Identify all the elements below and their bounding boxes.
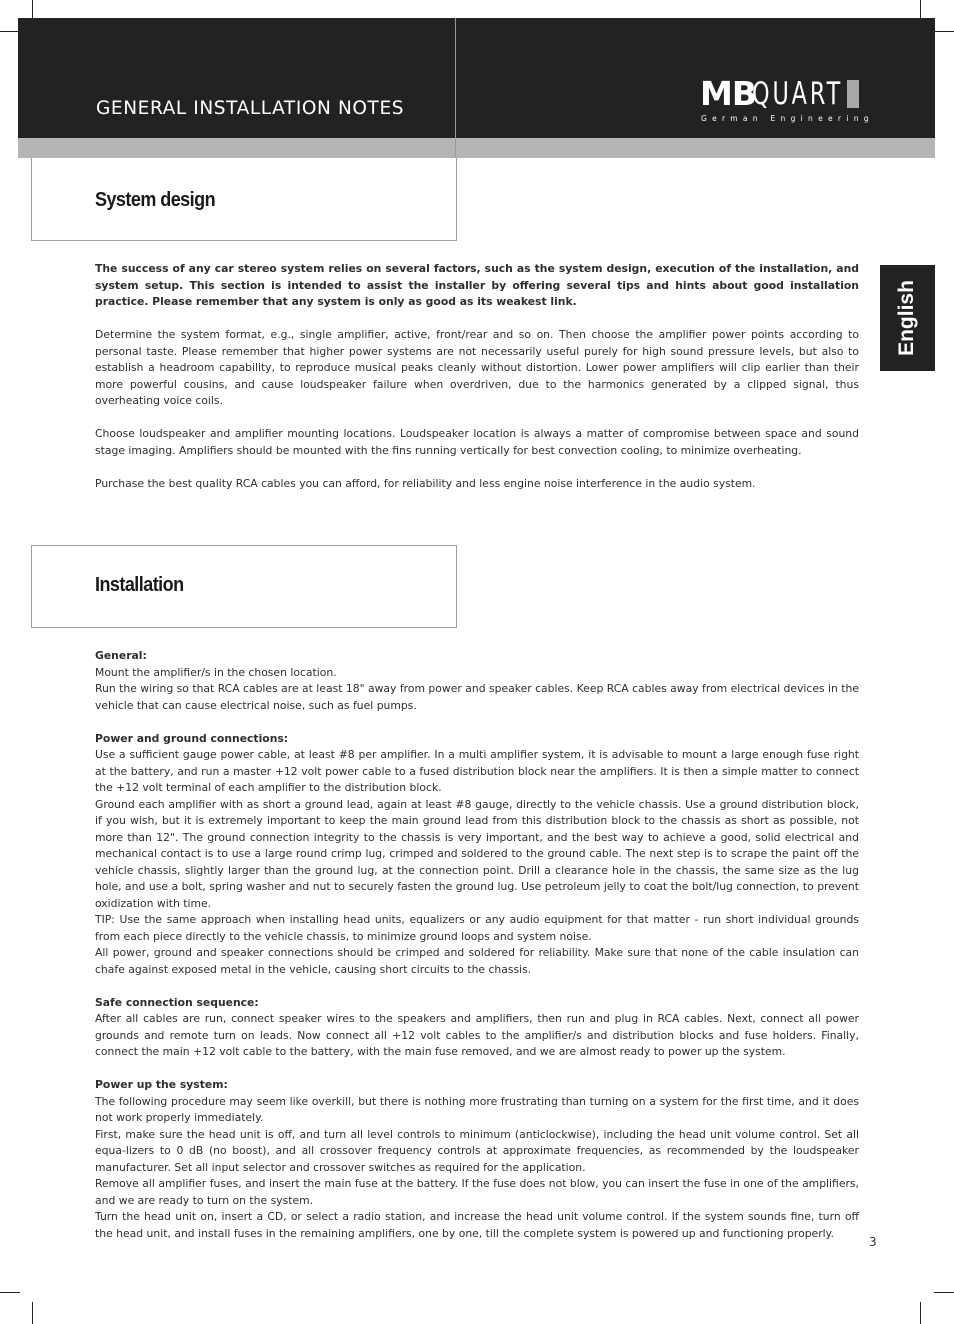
crop-mark-br-v <box>920 1302 921 1324</box>
logo-block <box>847 80 859 108</box>
system-design-paragraph: Choose loudspeaker and amplifier mounting locations. Loudspeaker location is always a matter of compromise between space and sound stage imaging. Amplifiers should be mounted with the fins running vertically for best convection cooling, to minimize overheating. <box>95 427 859 457</box>
crop-mark-bl-v <box>32 1302 33 1324</box>
header-gray-band <box>18 138 935 158</box>
system-design-body <box>95 261 859 492</box>
installation-paragraph: Turn the head unit on, insert a CD, or select a radio station, and increase the head unit volume control. If the system sounds fine, turn off the head unit, and install fuses in the remaining amplifiers, one by one, till the complete system is powered up and functioning properly. <box>95 1210 859 1240</box>
system-design-intro: The success of any car stereo system relies on several factors, such as the system design, execution of the installation, and system setup. This section is intended to assist the installer by offering several tips and hints about good installation practice. Please remember that any system is only as good as its weakest link. <box>95 262 859 308</box>
safe-sequence-heading: Safe connection sequence: <box>95 995 259 1009</box>
installation-heading: Installation <box>95 574 184 596</box>
logo-quart: QUART <box>752 76 844 112</box>
general-heading: General: <box>95 649 147 662</box>
installation-paragraph: Remove all amplifier fuses, and insert the main fuse at the battery. If the fuse does not blow, you can insert the fuse in one of the amplifiers, and we are ready to turn on the system. <box>95 1177 859 1207</box>
installation-paragraph: After all cables are run, connect speaker wires to the speakers and amplifiers, then run and plug in RCA cables. Next, connect all power grounds and remote turn on leads. Now connect all +12 volt cables to the amplifier/s and distribution blocks and fuse holders. Finally, connect the main +12 volt cable to the battery, with the main fuse removed, and we are almost ready to power up the system. <box>95 1012 859 1058</box>
installation-paragraph: Ground each amplifier with as short a ground lead, again at least #8 gauge, directly to the vehicle chassis. Use a ground distribution block, if you wish, but it is extremely important to keep the main ground lead from this distribution block to the chassis as short as possible, not more than 12". The ground connection integrity to the chassis is very important, and the best way to achieve a good, solid electrical and mechanical contact is to use a large round crimp lug, crimped and soldered to the ground cable. The next step is to scrape the paint off the vehicle chassis, slightly larger than the ground lug, at the connection point. Drill a clearance hole in the chassis, the same size as the lug hole, and use a bolt, spring washer and nut to securely fasten the ground lug. Use petroleum jelly to coat the bolt/lug connection, to prevent oxidization with time. <box>95 797 859 910</box>
installation-paragraph: Run the wiring so that RCA cables are at least 18" away from power and speaker cables. Keep RCA cables away from electrical devices in the vehicle that can cause electrical noise, such as fuel pumps. <box>95 682 860 712</box>
header-divider <box>455 18 456 158</box>
mb-quart-logo <box>700 74 874 126</box>
power-ground-heading: Power and ground connections: <box>95 731 289 745</box>
installation-paragraph: All power, ground and speaker connections should be crimped and soldered for reliability. Make sure that none of the cable insulation can chafe against exposed metal in the vehicle, causing short circuits to the chassis. <box>95 946 859 976</box>
crop-mark-tl-v <box>32 0 33 20</box>
system-design-paragraph: Determine the system format, e.g., single amplifier, active, front/rear and so on. Then choose the amplifier power points according to personal taste. Please remember that higher power systems are not necessarily useful purely for high sound pressure levels, but also to establish a headroom capability, to reproduce musical peaks cleanly without distortion. Lower power amplifiers will clip earlier than their more powerful cousins, and cause loudspeaker failure when overdriven, due to the harmonics generated by a clipped signal, thus overheating voice coils. <box>95 328 859 407</box>
power-up-heading: Power up the system: <box>95 1078 228 1091</box>
crop-mark-tr-h <box>934 31 954 32</box>
page-number: 3 <box>869 1235 877 1249</box>
logo-tagline: German Engineering <box>701 114 874 123</box>
installation-paragraph: Mount the amplifier/s in the chosen location. <box>95 665 337 679</box>
installation-paragraph: First, make sure the head unit is off, and turn all level controls to minimum (anticlockwise), including the head unit volume control. Set all equa-lizers to 0 dB (no boost), and all crossover frequency controls at approximate frequencies, as recommended by the loudspeaker manufacturer. Set all input selector and crossover switches as required for the application. <box>95 1127 859 1174</box>
installation-paragraph: TIP: Use the same approach when installing head units, equalizers or any audio equipment for that matter - run short individual grounds from each piece directly to the vehicle chassis, to minimize ground loops and system noise. <box>95 913 859 943</box>
logo-mb: MB <box>700 74 756 113</box>
crop-mark-br-h <box>934 1292 954 1293</box>
crop-mark-tr-v <box>920 0 921 20</box>
system-design-paragraph: Purchase the best quality RCA cables you can afford, for reliability and less engine noise interference in the audio system. <box>95 476 756 490</box>
system-design-heading: System design <box>95 189 216 211</box>
language-tab-label: English <box>895 280 918 356</box>
installation-body <box>95 648 859 1242</box>
installation-paragraph: The following procedure may seem like overkill, but there is nothing more frustrating than turning on a system for the first time, and it does not work properly immediately. <box>95 1094 859 1124</box>
crop-mark-bl-h <box>0 1292 20 1293</box>
crop-mark-tl-h <box>0 31 20 32</box>
language-tab <box>880 265 935 371</box>
page-title: GENERAL INSTALLATION NOTES <box>96 98 405 119</box>
installation-paragraph: Use a sufficient gauge power cable, at least #8 per amplifier. In a multi amplifier system, it is advisable to mount a large enough fuse right at the battery, and run a master +12 volt power cable to a fused distribution block near the amplifiers. It is then a simple matter to connect the +12 volt terminal of each amplifier to the distribution block. <box>95 748 859 794</box>
